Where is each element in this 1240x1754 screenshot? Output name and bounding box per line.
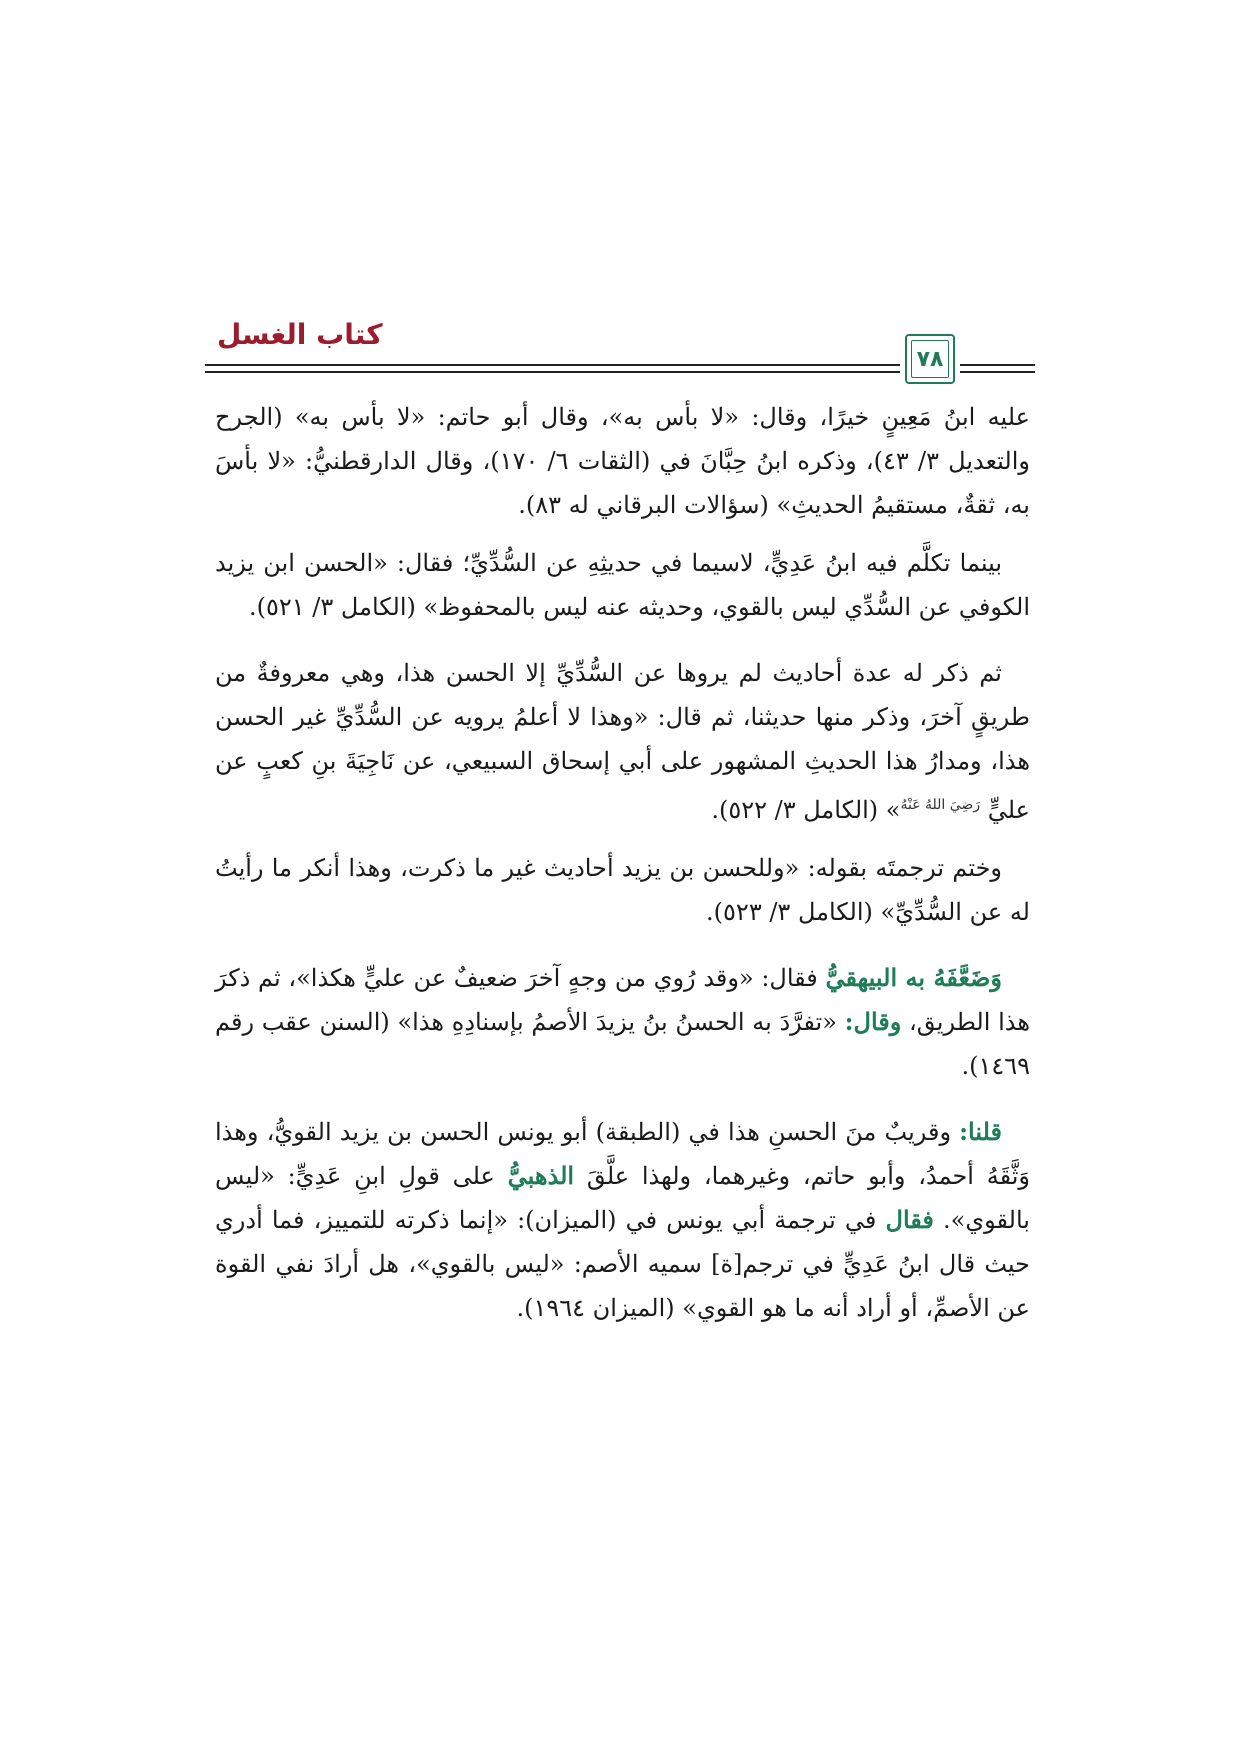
text-segment: بينما تكلَّم فيه ابنُ عَدِيٍّ، لاسيما في حديثِهِ عن السُّدِّيِّ؛ فقال: «الحسن ابن يزيد الكوفي عن السُّدِّي ليس بالقوي، وحديثه عنه ليس بالمحفوظ» (الكامل ٣/ ٥٢١).: [215, 549, 1030, 621]
header-rule: [205, 364, 900, 366]
paragraph-3: [215, 651, 1030, 832]
paragraph-2: [215, 541, 1030, 629]
text-segment: وختم ترجمتَه بقوله: «وللحسن بن يزيد أحاديث غير ما ذكرت، وهذا أنكر ما رأيتُ له عن السُّدِّيِّ» (الكامل ٣/ ٥٢٣).: [215, 854, 1030, 926]
highlighted-term: وَضَعَّفَهُ به البيهقيُّ: [825, 963, 1003, 992]
text-segment: «تفرَّدَ به الحسنُ بنُ يزيدَ الأصمُ بإسنادِهِ هذا» (السنن عقب رقم ١٤٦٩).: [215, 1008, 1030, 1080]
header-rule: [205, 371, 900, 373]
text-segment: » (الكامل ٣/ ٥٢٢).: [711, 796, 901, 824]
text-segment: وقريبٌ منَ الحسنِ هذا في (الطبقة) أبو يونس الحسن بن يزيد القويُّ، وهذا وَثَّقَهُ أحمدُ، وأبو حاتم، وغيرهما، ولهذا علَّقَ: [215, 1118, 1030, 1190]
text-segment: عليه ابنُ مَعِينٍ خيرًا، وقال: «لا بأس به»، وقال أبو حاتم: «لا بأس به» (الجرح والتعديل ٣/ ٤٣)، وذكره ابنُ حِبَّانَ في (الثقات ٦/ ١٧٠)، وقال الدارقطنيُّ: «لا بأسَ به، ثقةٌ، مستقيمُ الحديثِ» (سؤالات البرقاني له ٨٣).: [215, 403, 1030, 519]
text-segment: ثم ذكر له عدة أحاديث لم يروها عن السُّدِّيِّ إلا الحسن هذا، وهي معروفةٌ من طريقٍ آخرَ، وذكر منها حديثنا، ثم قال: «وهذا لا أعلمُ يرويه عن السُّدِّيِّ غير الحسن هذا، ومدارُ هذا الحديثِ المشهور على أبي إسحاق السبيعي، عن نَاجِيَةَ بنِ كعبٍ عن عليٍّ: [215, 659, 1030, 824]
page-number-ornament: [905, 334, 955, 384]
header-rule: [960, 371, 1035, 373]
book-title: كتاب الغسل: [217, 318, 383, 351]
highlighted-term: قلنا:: [959, 1117, 1002, 1146]
paragraph-4: [215, 846, 1030, 934]
highlighted-term: الذهبيُّ: [507, 1161, 575, 1190]
paragraph-1: [215, 395, 1030, 527]
page-body: [215, 395, 1030, 1330]
header-rule: [960, 364, 1035, 366]
text-segment: على قولِ ابنِ عَدِيٍّ: «ليس بالقوي».: [215, 1162, 1030, 1234]
highlighted-term: وقال:: [844, 1007, 902, 1036]
highlighted-term: فقال: [885, 1205, 934, 1234]
honorific-glyph: رَضِيَ اللهُ عَنْهُ: [900, 797, 981, 813]
page-number: ٧٨: [916, 346, 944, 372]
paragraph-6: [215, 1110, 1030, 1330]
paragraph-5: [215, 956, 1030, 1088]
text-segment: فقال: «وقد رُوي من وجهٍ آخرَ ضعيفٌ عن عليٍّ هكذا»، ثم ذكرَ هذا الطريق،: [215, 964, 1031, 1036]
text-segment: في ترجمة أبي يونس في (الميزان): «إنما ذكرته للتمييز، فما أدري حيث قال ابنُ عَدِيٍّ في ترجم[ة] سميه الأصم: «ليس بالقوي»، هل أرادَ نفي القوة عن الأصمِّ، أو أراد أنه ما هو القوي» (الميزان ١٩٦٤).: [215, 1206, 1031, 1322]
page-header: [205, 318, 1035, 386]
